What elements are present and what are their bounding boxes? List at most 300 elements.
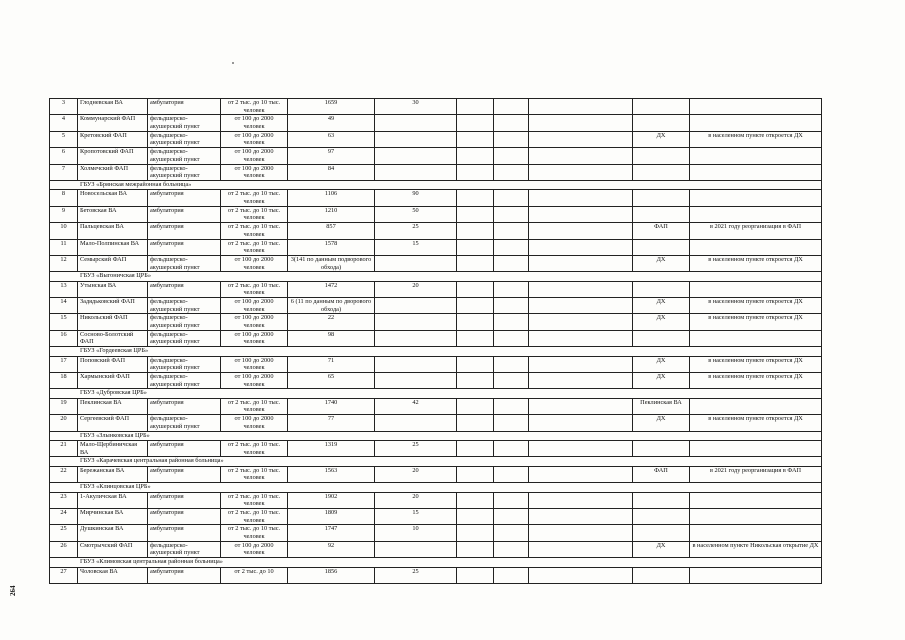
cell-empty bbox=[529, 330, 633, 346]
table-row bbox=[50, 508, 822, 524]
cell-distance: 20 bbox=[375, 492, 457, 508]
cell-empty bbox=[457, 415, 494, 431]
cell-empty bbox=[457, 115, 494, 131]
cell-new-type bbox=[633, 164, 690, 180]
table-row bbox=[50, 223, 822, 239]
cell-population: 1856 bbox=[288, 567, 375, 583]
cell-number: 3 bbox=[50, 99, 78, 115]
cell-empty bbox=[529, 164, 633, 180]
cell-distance bbox=[375, 164, 457, 180]
cell-facility-type: фельдшерско- акушерский пункт bbox=[148, 115, 221, 131]
cell-facility-type: амбулатория bbox=[148, 223, 221, 239]
cell-facility-type: фельдшерско- акушерский пункт bbox=[148, 164, 221, 180]
cell-number: 13 bbox=[50, 281, 78, 297]
cell-population: 6 (11 по данным по дворового обхода) bbox=[288, 298, 375, 314]
cell-facility-name: Сергеевский ФАП bbox=[78, 415, 148, 431]
cell-facility-type: амбулатория bbox=[148, 190, 221, 206]
cell-new-type: Пеклинская ВА bbox=[633, 398, 690, 414]
region-header-row bbox=[50, 180, 822, 189]
cell-population: 97 bbox=[288, 148, 375, 164]
cell-empty bbox=[494, 314, 529, 330]
cell-new-type: ДХ bbox=[633, 255, 690, 271]
scan-speck bbox=[232, 62, 234, 64]
cell-number: 12 bbox=[50, 255, 78, 271]
cell-number: 17 bbox=[50, 356, 78, 372]
cell-empty bbox=[494, 255, 529, 271]
cell-empty bbox=[529, 314, 633, 330]
table-row bbox=[50, 541, 822, 557]
cell-facility-name: Кретовский ФАП bbox=[78, 131, 148, 147]
cell-new-type bbox=[633, 508, 690, 524]
table-row bbox=[50, 567, 822, 583]
cell-comment bbox=[690, 492, 822, 508]
cell-population-range: от 100 до 2000 человек bbox=[221, 115, 288, 131]
cell-comment: в населенном пункте откроется ДХ bbox=[690, 356, 822, 372]
cell-facility-name: Семырский ФАП bbox=[78, 255, 148, 271]
cell-new-type: ДХ bbox=[633, 298, 690, 314]
table-row bbox=[50, 190, 822, 206]
cell-population-range: от 2 тыс. до 10 тыс. человек bbox=[221, 492, 288, 508]
region-name: ГБУЗ «Клинцовская ЦРБ» bbox=[50, 483, 822, 492]
table-row bbox=[50, 148, 822, 164]
cell-facility-type: фельдшерско- акушерский пункт bbox=[148, 356, 221, 372]
cell-empty bbox=[494, 99, 529, 115]
cell-population-range: от 2 тыс. до 10 тыс. человек bbox=[221, 223, 288, 239]
cell-empty bbox=[494, 164, 529, 180]
cell-facility-type: фельдшерско- акушерский пункт bbox=[148, 131, 221, 147]
cell-facility-name: Смотрычский ФАП bbox=[78, 541, 148, 557]
cell-empty bbox=[457, 398, 494, 414]
cell-facility-name: 1-Акуличская ВА bbox=[78, 492, 148, 508]
cell-new-type bbox=[633, 239, 690, 255]
cell-population: 77 bbox=[288, 415, 375, 431]
cell-empty bbox=[529, 206, 633, 222]
cell-facility-name: Утынская ВА bbox=[78, 281, 148, 297]
cell-facility-type: амбулатория bbox=[148, 466, 221, 482]
cell-comment: в населенном пункте откроется ДХ bbox=[690, 298, 822, 314]
cell-population: 71 bbox=[288, 356, 375, 372]
cell-facility-name: Пальцевская ВА bbox=[78, 223, 148, 239]
cell-new-type bbox=[633, 567, 690, 583]
cell-facility-type: амбулатория bbox=[148, 281, 221, 297]
facility-table bbox=[49, 98, 822, 584]
cell-facility-type: амбулатория bbox=[148, 440, 221, 456]
cell-population-range: от 100 до 2000 человек bbox=[221, 356, 288, 372]
cell-population-range: от 2 тыс. до 10 тыс. человек bbox=[221, 281, 288, 297]
cell-comment bbox=[690, 281, 822, 297]
cell-facility-name: Никольский ФАП bbox=[78, 314, 148, 330]
cell-new-type: ДХ bbox=[633, 415, 690, 431]
cell-population: 3(141 по данным подворового обхода) bbox=[288, 255, 375, 271]
cell-number: 10 bbox=[50, 223, 78, 239]
cell-empty bbox=[494, 415, 529, 431]
cell-empty bbox=[494, 281, 529, 297]
cell-empty bbox=[529, 148, 633, 164]
cell-population-range: от 100 до 2000 человек bbox=[221, 314, 288, 330]
cell-empty bbox=[529, 466, 633, 482]
cell-distance: 15 bbox=[375, 239, 457, 255]
cell-comment: в населенном пункте откроется ДХ bbox=[690, 255, 822, 271]
region-name: ГБУЗ «Злынковская ЦРБ» bbox=[50, 431, 822, 440]
cell-comment: в населенном пункте Никольская открытие ДХ bbox=[690, 541, 822, 557]
cell-comment bbox=[690, 525, 822, 541]
cell-new-type: ДХ bbox=[633, 541, 690, 557]
table-row bbox=[50, 440, 822, 456]
cell-new-type: ДХ bbox=[633, 373, 690, 389]
cell-distance bbox=[375, 415, 457, 431]
cell-number: 19 bbox=[50, 398, 78, 414]
cell-empty bbox=[494, 398, 529, 414]
cell-number: 5 bbox=[50, 131, 78, 147]
cell-population: 98 bbox=[288, 330, 375, 346]
cell-empty bbox=[457, 206, 494, 222]
cell-empty bbox=[457, 508, 494, 524]
cell-empty bbox=[457, 164, 494, 180]
cell-population-range: от 100 до 2000 человек bbox=[221, 415, 288, 431]
cell-population-range: от 2 тыс. до 10 тыс. человек bbox=[221, 206, 288, 222]
table-row bbox=[50, 99, 822, 115]
cell-population-range: от 2 тыс. до 10 тыс. человек bbox=[221, 525, 288, 541]
cell-new-type bbox=[633, 99, 690, 115]
region-header-row bbox=[50, 389, 822, 398]
table-row bbox=[50, 525, 822, 541]
cell-empty bbox=[457, 131, 494, 147]
cell-new-type: ДХ bbox=[633, 314, 690, 330]
region-name: ГБУЗ «Дубровская ЦРБ» bbox=[50, 389, 822, 398]
cell-distance bbox=[375, 330, 457, 346]
cell-population: 1809 bbox=[288, 508, 375, 524]
region-header-row bbox=[50, 431, 822, 440]
cell-population: 857 bbox=[288, 223, 375, 239]
region-header-row bbox=[50, 272, 822, 281]
cell-number: 15 bbox=[50, 314, 78, 330]
cell-number: 16 bbox=[50, 330, 78, 346]
cell-number: 26 bbox=[50, 541, 78, 557]
cell-empty bbox=[457, 440, 494, 456]
cell-population-range: от 100 до 2000 человек bbox=[221, 164, 288, 180]
cell-empty bbox=[529, 115, 633, 131]
cell-comment: в населенном пункте откроется ДХ bbox=[690, 415, 822, 431]
cell-population-range: от 100 до 2000 человек bbox=[221, 298, 288, 314]
cell-empty bbox=[457, 190, 494, 206]
region-name: ГБУЗ «Брянская межрайонная больница» bbox=[50, 180, 822, 189]
cell-population-range: от 100 до 2000 человек bbox=[221, 330, 288, 346]
cell-empty bbox=[529, 398, 633, 414]
cell-population-range: от 2 тыс. до 10 тыс. человек bbox=[221, 190, 288, 206]
cell-comment bbox=[690, 99, 822, 115]
table-row bbox=[50, 206, 822, 222]
cell-number: 20 bbox=[50, 415, 78, 431]
cell-facility-type: фельдшерско- акушерский пункт bbox=[148, 541, 221, 557]
cell-new-type bbox=[633, 525, 690, 541]
cell-facility-name: Глодневская ВА bbox=[78, 99, 148, 115]
cell-empty bbox=[529, 508, 633, 524]
cell-empty bbox=[494, 115, 529, 131]
cell-new-type: ДХ bbox=[633, 356, 690, 372]
cell-distance bbox=[375, 115, 457, 131]
cell-facility-name: Новосельская ВА bbox=[78, 190, 148, 206]
table-row bbox=[50, 298, 822, 314]
region-header-row bbox=[50, 558, 822, 567]
cell-empty bbox=[457, 148, 494, 164]
cell-facility-name: Поповский ФАП bbox=[78, 356, 148, 372]
cell-number: 11 bbox=[50, 239, 78, 255]
cell-new-type bbox=[633, 148, 690, 164]
table-row bbox=[50, 466, 822, 482]
cell-empty bbox=[494, 356, 529, 372]
cell-empty bbox=[494, 466, 529, 482]
cell-distance: 20 bbox=[375, 281, 457, 297]
cell-new-type: ФАП bbox=[633, 466, 690, 482]
cell-facility-name: Коммунарский ФАП bbox=[78, 115, 148, 131]
table-row bbox=[50, 164, 822, 180]
cell-comment bbox=[690, 398, 822, 414]
cell-distance: 25 bbox=[375, 223, 457, 239]
cell-facility-type: амбулатория bbox=[148, 567, 221, 583]
cell-empty bbox=[529, 356, 633, 372]
cell-empty bbox=[529, 223, 633, 239]
cell-population: 84 bbox=[288, 164, 375, 180]
cell-empty bbox=[494, 148, 529, 164]
cell-distance: 20 bbox=[375, 466, 457, 482]
cell-population: 1747 bbox=[288, 525, 375, 541]
cell-empty bbox=[457, 239, 494, 255]
cell-population-range: от 2 тыс. до 10 bbox=[221, 567, 288, 583]
cell-empty bbox=[494, 239, 529, 255]
cell-comment: в населенном пункте откроется ДХ bbox=[690, 373, 822, 389]
cell-population-range: от 100 до 2000 человек bbox=[221, 131, 288, 147]
cell-facility-type: фельдшерско- акушерский пункт bbox=[148, 255, 221, 271]
cell-facility-name: Задядьковский ФАП bbox=[78, 298, 148, 314]
cell-facility-type: фельдшерско- акушерский пункт bbox=[148, 314, 221, 330]
cell-empty bbox=[457, 255, 494, 271]
cell-comment bbox=[690, 239, 822, 255]
page-number: 264 bbox=[9, 585, 17, 596]
cell-empty bbox=[457, 223, 494, 239]
cell-facility-name: Бережанская ВА bbox=[78, 466, 148, 482]
cell-population: 1106 bbox=[288, 190, 375, 206]
cell-new-type bbox=[633, 115, 690, 131]
cell-number: 27 bbox=[50, 567, 78, 583]
table-row bbox=[50, 314, 822, 330]
cell-empty bbox=[529, 255, 633, 271]
cell-distance: 10 bbox=[375, 525, 457, 541]
cell-new-type bbox=[633, 492, 690, 508]
cell-comment bbox=[690, 567, 822, 583]
cell-comment bbox=[690, 148, 822, 164]
cell-comment bbox=[690, 508, 822, 524]
cell-empty bbox=[494, 440, 529, 456]
cell-empty bbox=[529, 239, 633, 255]
cell-population: 22 bbox=[288, 314, 375, 330]
cell-empty bbox=[529, 298, 633, 314]
cell-facility-type: амбулатория bbox=[148, 492, 221, 508]
cell-empty bbox=[457, 492, 494, 508]
cell-facility-name: Мирчинская ВА bbox=[78, 508, 148, 524]
table-row bbox=[50, 239, 822, 255]
table-row bbox=[50, 330, 822, 346]
cell-empty bbox=[529, 415, 633, 431]
cell-distance bbox=[375, 541, 457, 557]
cell-number: 22 bbox=[50, 466, 78, 482]
cell-facility-type: амбулатория bbox=[148, 99, 221, 115]
cell-distance: 90 bbox=[375, 190, 457, 206]
cell-comment bbox=[690, 164, 822, 180]
cell-facility-type: амбулатория bbox=[148, 239, 221, 255]
cell-population: 1563 bbox=[288, 466, 375, 482]
cell-empty bbox=[529, 131, 633, 147]
cell-empty bbox=[529, 99, 633, 115]
cell-empty bbox=[494, 298, 529, 314]
cell-empty bbox=[457, 525, 494, 541]
table-row bbox=[50, 373, 822, 389]
cell-population-range: от 100 до 2000 человек bbox=[221, 541, 288, 557]
cell-facility-name: Бетовская ВА bbox=[78, 206, 148, 222]
table-row bbox=[50, 255, 822, 271]
cell-population-range: от 2 тыс. до 10 тыс. человек bbox=[221, 466, 288, 482]
cell-new-type bbox=[633, 190, 690, 206]
cell-facility-name: Мало-Щербиничская ВА bbox=[78, 440, 148, 456]
cell-population: 1472 bbox=[288, 281, 375, 297]
cell-number: 24 bbox=[50, 508, 78, 524]
cell-empty bbox=[457, 281, 494, 297]
table-row bbox=[50, 492, 822, 508]
cell-distance: 42 bbox=[375, 398, 457, 414]
cell-population: 1210 bbox=[288, 206, 375, 222]
cell-distance bbox=[375, 255, 457, 271]
cell-population: 1319 bbox=[288, 440, 375, 456]
cell-empty bbox=[494, 330, 529, 346]
cell-empty bbox=[457, 541, 494, 557]
table-row bbox=[50, 131, 822, 147]
cell-facility-name: Чоловская ВА bbox=[78, 567, 148, 583]
cell-empty bbox=[457, 330, 494, 346]
cell-number: 21 bbox=[50, 440, 78, 456]
cell-population: 1578 bbox=[288, 239, 375, 255]
cell-empty bbox=[494, 541, 529, 557]
cell-empty bbox=[494, 525, 529, 541]
cell-new-type bbox=[633, 206, 690, 222]
cell-population: 1902 bbox=[288, 492, 375, 508]
cell-population-range: от 100 до 2000 человек bbox=[221, 148, 288, 164]
cell-new-type bbox=[633, 440, 690, 456]
cell-population: 49 bbox=[288, 115, 375, 131]
cell-population-range: от 2 тыс. до 10 тыс. человек bbox=[221, 239, 288, 255]
cell-empty bbox=[529, 440, 633, 456]
table-row bbox=[50, 356, 822, 372]
cell-distance: 50 bbox=[375, 206, 457, 222]
cell-population-range: от 100 до 2000 человек bbox=[221, 255, 288, 271]
cell-facility-type: амбулатория bbox=[148, 206, 221, 222]
cell-empty bbox=[494, 508, 529, 524]
cell-comment bbox=[690, 206, 822, 222]
cell-empty bbox=[529, 373, 633, 389]
cell-facility-type: амбулатория bbox=[148, 508, 221, 524]
cell-population-range: от 2 тыс. до 10 тыс. человек bbox=[221, 99, 288, 115]
cell-empty bbox=[529, 190, 633, 206]
cell-empty bbox=[529, 567, 633, 583]
cell-new-type bbox=[633, 281, 690, 297]
cell-empty bbox=[457, 314, 494, 330]
region-header-row bbox=[50, 457, 822, 466]
cell-facility-type: амбулатория bbox=[148, 398, 221, 414]
cell-comment: в 2021 году реорганизация в ФАП bbox=[690, 223, 822, 239]
cell-facility-name: Пеклинская ВА bbox=[78, 398, 148, 414]
cell-comment: в 2021 году реорганизация в ФАП bbox=[690, 466, 822, 482]
cell-distance bbox=[375, 314, 457, 330]
cell-population-range: от 2 тыс. до 10 тыс. человек bbox=[221, 440, 288, 456]
cell-empty bbox=[457, 356, 494, 372]
cell-empty bbox=[457, 298, 494, 314]
region-name: ГБУЗ «Карачевская центральная районная больница» bbox=[50, 457, 822, 466]
cell-facility-name: Мало-Полпинская ВА bbox=[78, 239, 148, 255]
region-header-row bbox=[50, 483, 822, 492]
cell-distance bbox=[375, 298, 457, 314]
cell-empty bbox=[494, 373, 529, 389]
cell-facility-name: Холмечский ФАП bbox=[78, 164, 148, 180]
cell-comment: в населенном пункте откроется ДХ bbox=[690, 131, 822, 147]
cell-new-type: ДХ bbox=[633, 131, 690, 147]
cell-empty bbox=[494, 567, 529, 583]
cell-population: 65 bbox=[288, 373, 375, 389]
table-row bbox=[50, 398, 822, 414]
cell-empty bbox=[494, 190, 529, 206]
cell-distance bbox=[375, 356, 457, 372]
table-row bbox=[50, 415, 822, 431]
cell-population: 1659 bbox=[288, 99, 375, 115]
cell-number: 9 bbox=[50, 206, 78, 222]
cell-population: 63 bbox=[288, 131, 375, 147]
cell-empty bbox=[529, 541, 633, 557]
region-name: ГБУЗ «Выгоничская ЦРБ» bbox=[50, 272, 822, 281]
cell-number: 25 bbox=[50, 525, 78, 541]
region-name: ГБУЗ «Климовская центральная районная больница» bbox=[50, 558, 822, 567]
cell-distance bbox=[375, 373, 457, 389]
cell-empty bbox=[529, 492, 633, 508]
cell-population-range: от 100 до 2000 человек bbox=[221, 373, 288, 389]
cell-population-range: от 2 тыс. до 10 тыс. человек bbox=[221, 398, 288, 414]
cell-facility-type: фельдшерско- акушерский пункт bbox=[148, 415, 221, 431]
cell-empty bbox=[494, 131, 529, 147]
cell-empty bbox=[457, 567, 494, 583]
facility-table-body bbox=[50, 99, 822, 584]
cell-distance bbox=[375, 148, 457, 164]
cell-number: 7 bbox=[50, 164, 78, 180]
cell-comment bbox=[690, 330, 822, 346]
cell-distance: 15 bbox=[375, 508, 457, 524]
cell-comment: в населенном пункте откроется ДХ bbox=[690, 314, 822, 330]
cell-population-range: от 2 тыс. до 10 тыс. человек bbox=[221, 508, 288, 524]
cell-facility-name: Кропотовский ФАП bbox=[78, 148, 148, 164]
cell-facility-name: Душкинская ВА bbox=[78, 525, 148, 541]
table-row bbox=[50, 281, 822, 297]
cell-distance: 30 bbox=[375, 99, 457, 115]
cell-empty bbox=[457, 373, 494, 389]
cell-number: 18 bbox=[50, 373, 78, 389]
cell-empty bbox=[529, 281, 633, 297]
cell-distance: 25 bbox=[375, 567, 457, 583]
cell-facility-name: Хармынский ФАП bbox=[78, 373, 148, 389]
cell-empty bbox=[457, 99, 494, 115]
cell-empty bbox=[494, 223, 529, 239]
cell-number: 4 bbox=[50, 115, 78, 131]
table-row bbox=[50, 115, 822, 131]
cell-comment bbox=[690, 190, 822, 206]
cell-number: 23 bbox=[50, 492, 78, 508]
cell-number: 14 bbox=[50, 298, 78, 314]
cell-number: 8 bbox=[50, 190, 78, 206]
region-name: ГБУЗ «Гордеевская ЦРБ» bbox=[50, 347, 822, 356]
